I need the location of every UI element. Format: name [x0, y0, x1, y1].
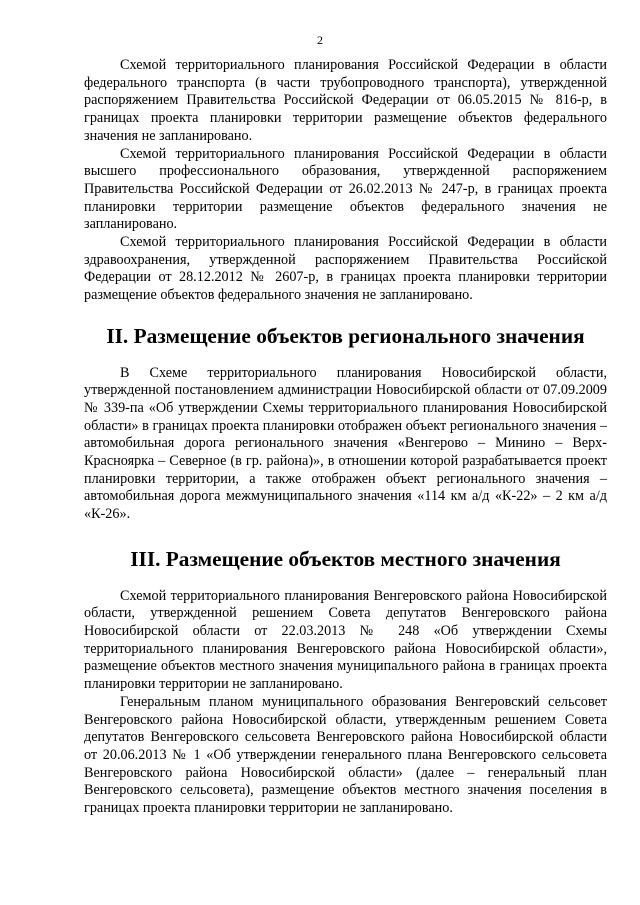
paragraph-federal-transport: Схемой территориального планирования Российской Федерации в области федерального транспорта (в части трубопроводного транспорта), утвержденной распоряжением Правительства Российской Федерации от 06.05.2015 № 816-р, в границах проекта планировки территории размещение объектов федерального значения не запланировано.	[84, 57, 607, 144]
section-heading-regional: II. Размещение объектов регионального значения	[106, 323, 585, 348]
page-number: 2	[317, 33, 323, 47]
paragraph-federal-healthcare: Схемой территориального планирования Российской Федерации в области здравоохранения, утвержденной распоряжением Правительства Российской Федерации от 28.12.2012 № 2607-р, в границах проекта планировки территории размещение объектов федерального значения не запланировано.	[84, 234, 607, 304]
paragraph-local-district: Схемой территориального планирования Венгеровского района Новосибирской области, утвержденной решением Совета депутатов Венгеровского района Новосибирской области от 22.03.2013 № 248 «Об утверждении Схемы территориального планирования Венгеровского района Новосибирской области», размещение объектов местного значения муниципального района в границах проекта планировки территории не запланировано.	[84, 587, 607, 693]
paragraph-regional-objects: В Схеме территориального планирования Новосибирской области, утвержденной постановлением администрации Новосибирской области от 07.09.2009 № 339-па «Об утверждении Схемы территориального планирования Новосибирской области» в границах проекта планировки отображен объект регионального значения – автомобильная дорога регионального значения «Венгерово – Минино – Верх-Красноярка – Северное (в гр. района)», в отношении которой разрабатывается проект планировки территории, а также отображен объект регионального значения – автомобильная дорога межмуниципального значения «114 км а/д «К-22» – 2 км а/д «К-26».	[84, 364, 607, 523]
paragraph-federal-education: Схемой территориального планирования Российской Федерации в области высшего профессионального образования, утвержденной распоряжением Правительства Российской Федерации от 26.02.2013 № 247-р, в границах проекта планировки территории размещение объектов федерального значения не запланировано.	[84, 145, 607, 233]
document-body	[84, 57, 607, 818]
paragraph-local-settlement: Генеральным планом муниципального образования Венгеровский сельсовет Венгеровского района Новосибирской области, утвержденным решением Совета депутатов Венгеровского сельсовета Венгеровского района Новосибирской области от 20.06.2013 № 1 «Об утверждении генерального плана Венгеровского сельсовета Венгеровского района Новосибирской области» (далее – генеральный план Венгеровского сельсовета), размещение объектов местного значения поселения в границах проекта планировки территории не запланировано.	[84, 693, 607, 817]
section-heading-local: III. Размещение объектов местного значения	[130, 546, 561, 571]
